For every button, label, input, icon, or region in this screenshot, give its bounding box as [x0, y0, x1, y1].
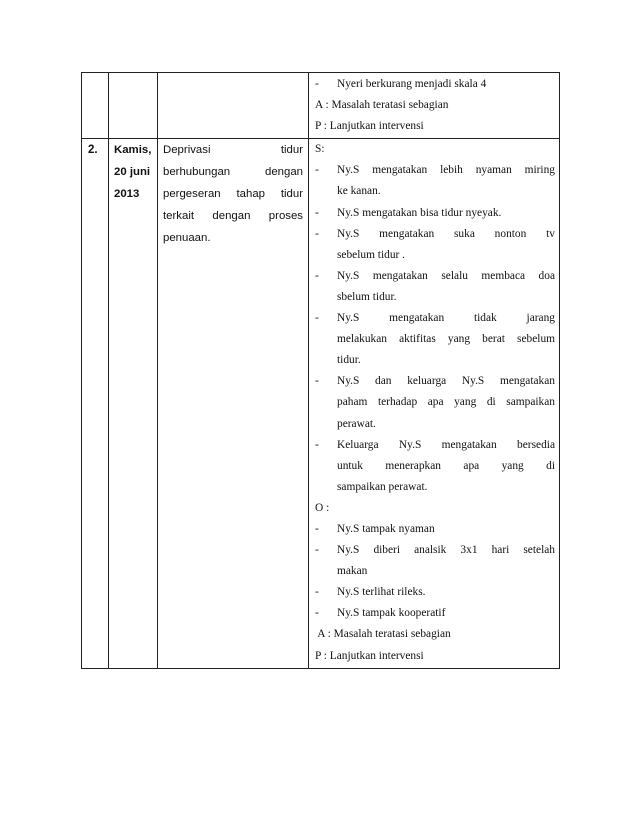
list-item [315, 435, 555, 498]
bullet-dash: - [315, 438, 319, 451]
date-line: Kamis, [114, 144, 152, 157]
list-item [315, 308, 555, 371]
bullet-dash: - [315, 206, 319, 219]
text-line: Ny.S tampak kooperatif [337, 607, 446, 620]
list-item [315, 224, 555, 266]
diagnosis-line: terkait dengan proses [163, 210, 303, 223]
text-line: Ny.S mengatakan suka nonton tv [337, 227, 555, 240]
bullet-dash: - [315, 375, 319, 388]
evaluation-text: Nyeri berkurang menjadi skala 4 [337, 78, 487, 90]
diagnosis-line: penuaan. [163, 232, 211, 245]
objective-list [315, 519, 555, 624]
list-item [315, 540, 555, 582]
text-line: makan [337, 565, 368, 578]
list-item-text [337, 160, 555, 202]
list-item-text [337, 582, 555, 603]
list-item [315, 603, 555, 624]
text-line: tidur. [337, 354, 361, 367]
date-line: 2013 [114, 188, 140, 201]
text-line: Ny.S mengatakan selalu membaca doa [337, 269, 555, 282]
list-item-text [337, 603, 555, 624]
text-line: Ny.S tampak nyaman [337, 522, 435, 535]
assessment-line: A : Masalah teratasi sebagian [315, 628, 451, 641]
text-line: Ny.S mengatakan lebih nyaman miring [337, 164, 555, 177]
bullet-dash: - [315, 607, 319, 620]
bullet-dash: - [315, 269, 319, 282]
list-item-text [337, 371, 555, 434]
diagnosis-cell [158, 73, 309, 139]
text-line: untuk menerapkan apa yang di [337, 459, 555, 472]
text-line: sampaikan perawat. [337, 480, 428, 493]
text-line: Ny.S mengatakan bisa tidur nyeyak. [337, 206, 502, 219]
bullet-dash: - [315, 312, 319, 325]
list-item [315, 203, 555, 224]
date-line: 20 juni [114, 166, 151, 179]
text-line: Ny.S diberi analsik 3x1 hari setelah [337, 544, 555, 557]
text-line: Ny.S mengatakan tidak jarang [337, 312, 555, 325]
text-line: Ny.S terlihat rileks. [337, 586, 426, 599]
number-cell [82, 139, 109, 668]
list-item-text [337, 435, 555, 498]
list-item-text [337, 203, 555, 224]
list-item-text [337, 540, 555, 582]
list-item-text [337, 266, 555, 308]
objective-label: O : [315, 501, 330, 514]
text-line: ke kanan. [337, 185, 381, 198]
list-item [315, 519, 555, 540]
evaluation-cell [309, 139, 560, 668]
text-line: Ny.S dan keluarga Ny.S mengatakan [337, 375, 555, 388]
bullet-dash: - [315, 522, 319, 535]
bullet-dash: - [315, 164, 319, 177]
plan-line: P : Lanjutkan intervensi [315, 649, 424, 662]
subjective-label: S: [315, 143, 325, 156]
evaluation-table [81, 72, 560, 669]
list-item [315, 74, 555, 95]
list-item [315, 371, 555, 434]
list-item-text [337, 308, 555, 371]
list-item [315, 266, 555, 308]
text-line: perawat. [337, 417, 376, 430]
row-number: 2. [88, 144, 98, 157]
text-line: paham terhadap apa yang di sampaikan [337, 396, 555, 409]
list-item [315, 160, 555, 202]
diagnosis-line: berhubungan dengan [163, 166, 303, 179]
list-item-text [337, 224, 555, 266]
diagnosis-line: pergeseran tahap tidur [163, 188, 303, 201]
text-line: melakukan aktifitas yang berat sebelum [337, 333, 555, 346]
number-cell [82, 73, 109, 139]
text-line: Keluarga Ny.S mengatakan bersedia [337, 438, 555, 451]
bullet-dash: - [315, 544, 319, 557]
subjective-list [315, 160, 555, 498]
bullet-dash: - [315, 78, 319, 90]
list-item-text [337, 519, 555, 540]
bullet-dash: - [315, 227, 319, 240]
list-item [315, 582, 555, 603]
text-line: sbelum tidur. [337, 290, 397, 303]
table-row [82, 73, 560, 139]
date-cell [109, 73, 158, 139]
bullet-dash: - [315, 586, 319, 599]
evaluation-cell [309, 73, 560, 139]
diagnosis-cell [158, 139, 309, 668]
plan-line: P : Lanjutkan intervensi [315, 120, 424, 133]
assessment-line: A : Masalah teratasi sebagian [315, 99, 449, 112]
table-row [82, 139, 560, 668]
text-line: sebelum tidur . [337, 248, 406, 261]
diagnosis-line: Deprivasi tidur [163, 144, 303, 157]
date-cell [109, 139, 158, 668]
